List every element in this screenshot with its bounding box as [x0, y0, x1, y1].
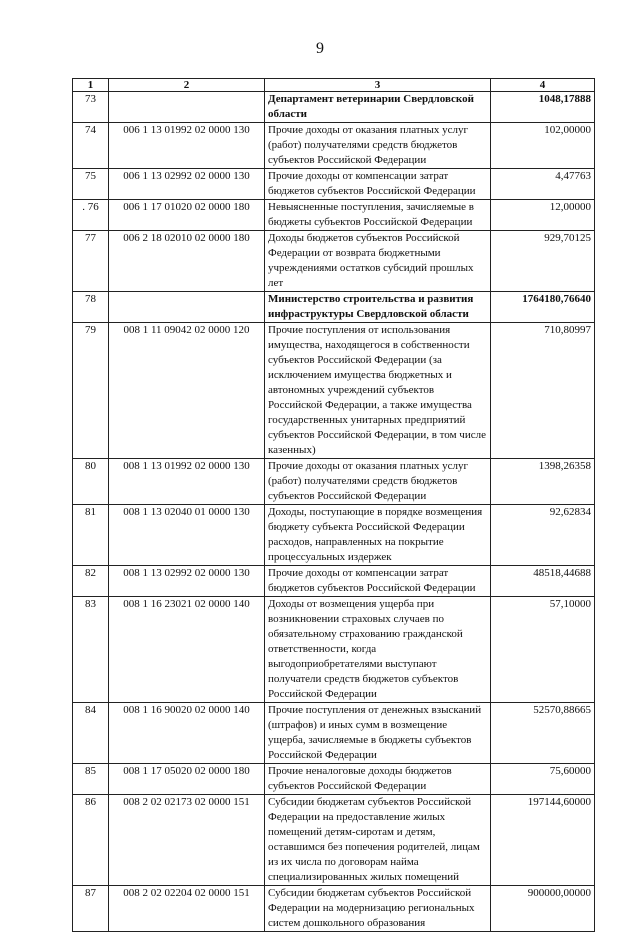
amount-value: 92,62834: [491, 505, 595, 566]
row-number: 78: [73, 292, 109, 323]
classification-code: 008 1 13 02992 02 0000 130: [109, 566, 265, 597]
revenue-name: Невыясненные поступления, зачисляемые в бюджеты субъектов Российской Федерации: [265, 200, 491, 231]
table-row: [73, 597, 595, 703]
amount-value: 48518,44688: [491, 566, 595, 597]
table-row: [73, 703, 595, 764]
classification-code: 008 2 02 02204 02 0000 151: [109, 886, 265, 932]
revenue-name: Прочие неналоговые доходы бюджетов субъектов Российской Федерации: [265, 764, 491, 795]
revenue-table: [72, 78, 595, 932]
table-row: [73, 200, 595, 231]
revenue-name: Субсидии бюджетам субъектов Российской Федерации на предоставление жилых помещений детям-сиротам и детям, оставшимся без попечения родителей, лицам из их числа по договорам найма специализированных жилых помещений: [265, 795, 491, 886]
revenue-name: Доходы от возмещения ущерба при возникновении страховых случаев по обязательному страхованию гражданской ответственности, когда выгодоприобретателями выступают получатели средств бюджетов субъектов Российской Федерации: [265, 597, 491, 703]
classification-code: [109, 92, 265, 123]
department-row: [73, 92, 595, 123]
table-body: [73, 92, 595, 932]
amount-value: 1764180,76640: [491, 292, 595, 323]
amount-value: 12,00000: [491, 200, 595, 231]
table-row: [73, 886, 595, 932]
department-row: [73, 292, 595, 323]
row-number: 82: [73, 566, 109, 597]
classification-code: 008 1 17 05020 02 0000 180: [109, 764, 265, 795]
header-col-1: 1: [73, 79, 109, 92]
row-number: 74: [73, 123, 109, 169]
row-number: 83: [73, 597, 109, 703]
revenue-name: Прочие доходы от компенсации затрат бюджетов субъектов Российской Федерации: [265, 566, 491, 597]
table-row: [73, 795, 595, 886]
row-number: 77: [73, 231, 109, 292]
amount-value: 1398,26358: [491, 459, 595, 505]
amount-value: 75,60000: [491, 764, 595, 795]
amount-value: 102,00000: [491, 123, 595, 169]
amount-value: 52570,88665: [491, 703, 595, 764]
amount-value: 1048,17888: [491, 92, 595, 123]
amount-value: 57,10000: [491, 597, 595, 703]
table-header-row: [73, 79, 595, 92]
row-number: 87: [73, 886, 109, 932]
table-row: [73, 505, 595, 566]
classification-code: 008 1 13 01992 02 0000 130: [109, 459, 265, 505]
row-number: . 76: [73, 200, 109, 231]
classification-code: 008 2 02 02173 02 0000 151: [109, 795, 265, 886]
classification-code: 006 1 13 02992 02 0000 130: [109, 169, 265, 200]
row-number: 73: [73, 92, 109, 123]
header-col-4: 4: [491, 79, 595, 92]
revenue-name: Доходы, поступающие в порядке возмещения бюджету субъекта Российской Федерации расходов, направленных на покрытие процессуальных издержек: [265, 505, 491, 566]
row-number: 85: [73, 764, 109, 795]
revenue-name: Прочие доходы от компенсации затрат бюджетов субъектов Российской Федерации: [265, 169, 491, 200]
row-number: 81: [73, 505, 109, 566]
row-number: 84: [73, 703, 109, 764]
table-row: [73, 169, 595, 200]
classification-code: 006 2 18 02010 02 0000 180: [109, 231, 265, 292]
table-row: [73, 459, 595, 505]
classification-code: 006 1 17 01020 02 0000 180: [109, 200, 265, 231]
amount-value: 197144,60000: [491, 795, 595, 886]
table-row: [73, 231, 595, 292]
table-row: [73, 323, 595, 459]
revenue-name: Прочие поступления от денежных взысканий (штрафов) и иных сумм в возмещение ущерба, зачисляемые в бюджеты субъектов Российской Федерации: [265, 703, 491, 764]
row-number: 80: [73, 459, 109, 505]
header-col-3: 3: [265, 79, 491, 92]
revenue-name: Субсидии бюджетам субъектов Российской Федерации на модернизацию региональных систем дошкольного образования: [265, 886, 491, 932]
table-row: [73, 566, 595, 597]
table-row: [73, 123, 595, 169]
revenue-name: Прочие доходы от оказания платных услуг (работ) получателями средств бюджетов субъектов Российской Федерации: [265, 123, 491, 169]
classification-code: [109, 292, 265, 323]
classification-code: 006 1 13 01992 02 0000 130: [109, 123, 265, 169]
revenue-name: Департамент ветеринарии Свердловской области: [265, 92, 491, 123]
amount-value: 900000,00000: [491, 886, 595, 932]
page-number: 9: [316, 40, 324, 57]
classification-code: 008 1 16 23021 02 0000 140: [109, 597, 265, 703]
classification-code: 008 1 13 02040 01 0000 130: [109, 505, 265, 566]
classification-code: 008 1 11 09042 02 0000 120: [109, 323, 265, 459]
amount-value: 710,80997: [491, 323, 595, 459]
header-col-2: 2: [109, 79, 265, 92]
revenue-name: Доходы бюджетов субъектов Российской Федерации от возврата бюджетными учреждениями остатков субсидий прошлых лет: [265, 231, 491, 292]
row-number: 79: [73, 323, 109, 459]
amount-value: 929,70125: [491, 231, 595, 292]
row-number: 86: [73, 795, 109, 886]
revenue-name: Прочие поступления от использования имущества, находящегося в собственности субъектов Российской Федерации (за исключением имущества бюджетных и автономных учреждений субъектов Российской Федерации, а также имущества государственных унитарных предприятий субъектов Российской Федерации, в том числе казенных): [265, 323, 491, 459]
classification-code: 008 1 16 90020 02 0000 140: [109, 703, 265, 764]
revenue-name: Прочие доходы от оказания платных услуг (работ) получателями средств бюджетов субъектов Российской Федерации: [265, 459, 491, 505]
revenue-name: Министерство строительства и развития инфраструктуры Свердловской области: [265, 292, 491, 323]
table-row: [73, 764, 595, 795]
amount-value: 4,47763: [491, 169, 595, 200]
row-number: 75: [73, 169, 109, 200]
